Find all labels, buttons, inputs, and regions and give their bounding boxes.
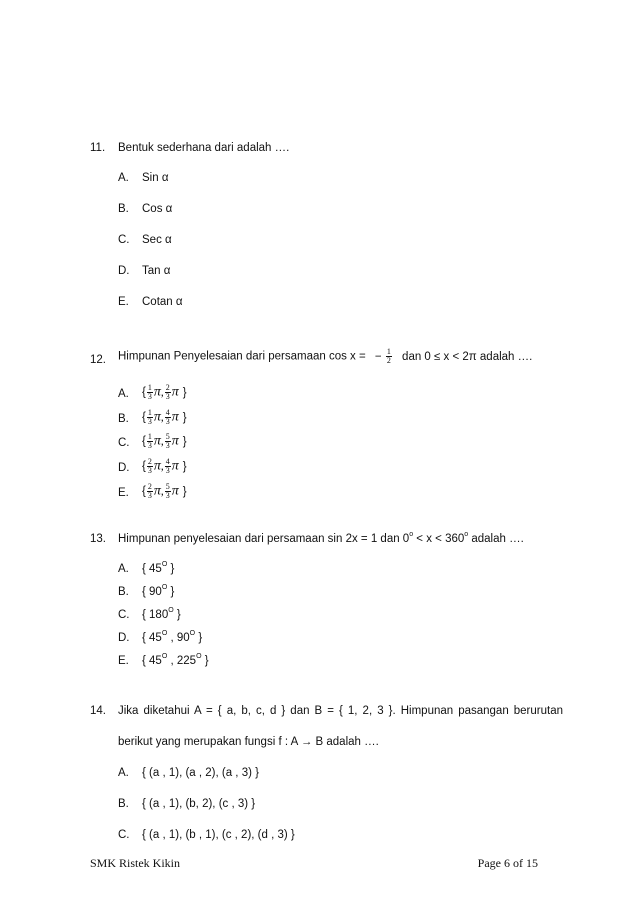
q13-text-c: adalah …. — [468, 533, 524, 545]
q12-number: 12. — [90, 354, 106, 366]
q11-option-b: Cos α — [142, 203, 173, 215]
q13-option-a: { $45^O$ } — [142, 561, 175, 575]
q12-option-c: { $\frac{1}{3}$ π, $\frac{5}{3}$ π } — [142, 432, 187, 450]
q13-option-d: { $45^O$ , $90^O$ } — [142, 630, 203, 644]
q12-option-a-label: A. — [118, 388, 129, 400]
q12-option-d: { $\frac{2}{3}$ π, $\frac{4}{3}$ π } — [142, 457, 187, 475]
q11-option-c-label: C. — [118, 234, 130, 246]
q14-option-a-label: A. — [118, 767, 129, 779]
q14-text-line-2: berikut yang merupakan fungsi f : A → B adalah …. — [118, 736, 379, 748]
q13-option-c: { $180^O$ } — [142, 607, 181, 621]
q11-option-a-label: A. — [118, 172, 129, 184]
q13-option-c-label: C. — [118, 609, 130, 621]
q13-option-d-label: D. — [118, 632, 130, 644]
q11-option-b-label: B. — [118, 203, 129, 215]
q13-text-b: < x < 360 — [413, 533, 465, 545]
q11-option-c: Sec α — [142, 234, 172, 246]
q11-number: 11. — [90, 142, 106, 154]
q11-option-e-label: E. — [118, 296, 129, 308]
q12-option-e-label: E. — [118, 487, 129, 499]
q14-text-line-1: Jika diketahui A = { a, b, c, d } dan B = { 1, 2, 3 }. Himpunan pasangan berurutan — [118, 705, 563, 717]
q13-number: 13. — [90, 533, 106, 545]
q13-option-b: { $90^O$ } — [142, 584, 175, 598]
q13-option-a-label: A. — [118, 563, 129, 575]
q13-option-e: { $45^O$ , $225^O$ } — [142, 653, 209, 667]
footer-page-number: Page 6 of 15 — [477, 856, 538, 870]
footer-school-name: SMK Ristek Kikin — [90, 856, 181, 870]
q12-option-d-label: D. — [118, 462, 130, 474]
q12-frac-den: 2 — [386, 356, 391, 365]
q12-text-before: Himpunan Penyelesaian dari persamaan cos x = — [118, 350, 366, 363]
q13-text — [118, 533, 524, 545]
q12-option-a: { $\frac{1}{3}$ π, $\frac{2}{3}$ π } — [142, 383, 187, 401]
q13-option-e-label: E. — [118, 655, 129, 667]
q12-text — [118, 348, 532, 365]
q12-text-after: dan 0 ≤ x < 2π adalah …. — [402, 350, 533, 363]
q11-option-a: Sin α — [142, 172, 169, 184]
q13-degree-1: o — [409, 531, 414, 538]
q14-option-b-label: B. — [118, 798, 129, 810]
q14-option-c: { (a , 1), (b , 1), (c , 2), (d , 3) } — [142, 829, 295, 841]
q14-option-a: { (a , 1), (a , 2), (a , 3) } — [142, 767, 259, 779]
q11-text: Bentuk sederhana dari adalah …. — [118, 142, 290, 154]
q12-option-b-label: B. — [118, 413, 129, 425]
q13-option-b-label: B. — [118, 586, 129, 598]
q13-degree-2: o — [464, 531, 469, 538]
q14-number: 14. — [90, 705, 106, 717]
q11-option-d: Tan α — [142, 265, 171, 277]
q12-fraction — [386, 348, 392, 365]
q11-option-d-label: D. — [118, 265, 130, 277]
q14-option-c-label: C. — [118, 829, 130, 841]
q12-option-e: { $\frac{2}{3}$ π, $\frac{5}{3}$ π } — [142, 482, 187, 500]
q13-text-a: Himpunan penyelesaian dari persamaan sin 2x = 1 dan 0 — [118, 533, 410, 545]
q12-option-c-label: C. — [118, 437, 130, 449]
q12-option-b: { $\frac{1}{3}$ π, $\frac{4}{3}$ π } — [142, 408, 187, 426]
q12-minus: − — [374, 350, 382, 363]
q11-option-e: Cotan α — [142, 296, 183, 308]
q14-option-b: { (a , 1), (b, 2), (c , 3) } — [142, 798, 256, 810]
q12-frac-num: 1 — [386, 347, 391, 356]
